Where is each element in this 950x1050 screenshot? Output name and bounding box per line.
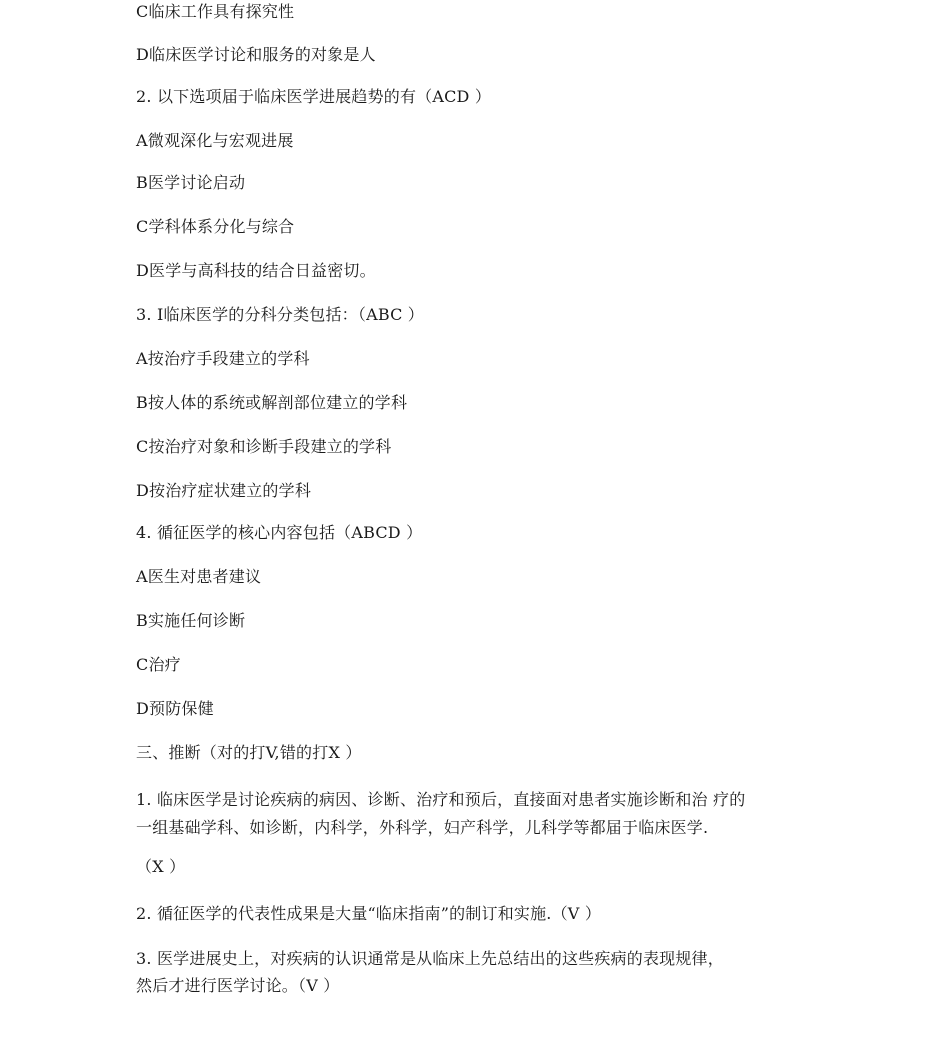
option-c-q1: C临床工作具有探究性 xyxy=(136,2,295,21)
option-b-q3: B按人体的系统或解剖部位建立的学科 xyxy=(136,393,408,412)
option-a-q2: A微观深化与宏观进展 xyxy=(136,131,294,150)
option-d-q2: D医学与高科技的结合日益密切。 xyxy=(136,261,376,280)
option-c-q3: C按治疗对象和诊断手段建立的学科 xyxy=(136,437,392,456)
judgment-3-line-2: 然后才进行医学讨论。（V ） xyxy=(136,976,340,995)
question-4: 4. 循征医学的核心内容包括（ABCD ） xyxy=(136,523,423,542)
judgment-1-line-1: 1. 临床医学是讨论疾病的病因、诊断、治疗和预后，直接面对患者实施诊断和治 疗的 xyxy=(136,790,746,809)
judgment-3-line-1: 3. 医学进展史上，对疾病的认识通常是从临床上先总结出的这些疾病的表现规律， xyxy=(136,949,724,968)
option-c-q4: C治疗 xyxy=(136,655,181,674)
option-b-q2: B医学讨论启动 xyxy=(136,173,246,192)
option-b-q4: B实施任何诊断 xyxy=(136,611,246,630)
option-d-q3: D按治疗症状建立的学科 xyxy=(136,481,312,500)
option-a-q3: A按治疗手段建立的学科 xyxy=(136,349,310,368)
judgment-1-answer: （X ） xyxy=(136,857,186,876)
question-2: 2. 以下选项届于临床医学进展趋势的有（ACD ） xyxy=(136,87,492,106)
option-d-q1: D临床医学讨论和服务的对象是人 xyxy=(136,45,376,64)
option-c-q2: C学科体系分化与综合 xyxy=(136,217,295,236)
section-heading-judgment: 三、推断（对的打V,错的打X ） xyxy=(136,743,362,762)
option-a-q4: A医生对患者建议 xyxy=(136,567,262,586)
judgment-1-line-2: 一组基础学科、如诊断，内科学，外科学，妇产科学，儿科学等都届于临床医学. xyxy=(136,818,709,837)
question-3: 3. I临床医学的分科分类包括：（ABC ） xyxy=(136,305,425,324)
option-d-q4: D预防保健 xyxy=(136,699,214,718)
judgment-2: 2. 循征医学的代表性成果是大量“临床指南”的制订和实施.（V ） xyxy=(136,904,602,923)
